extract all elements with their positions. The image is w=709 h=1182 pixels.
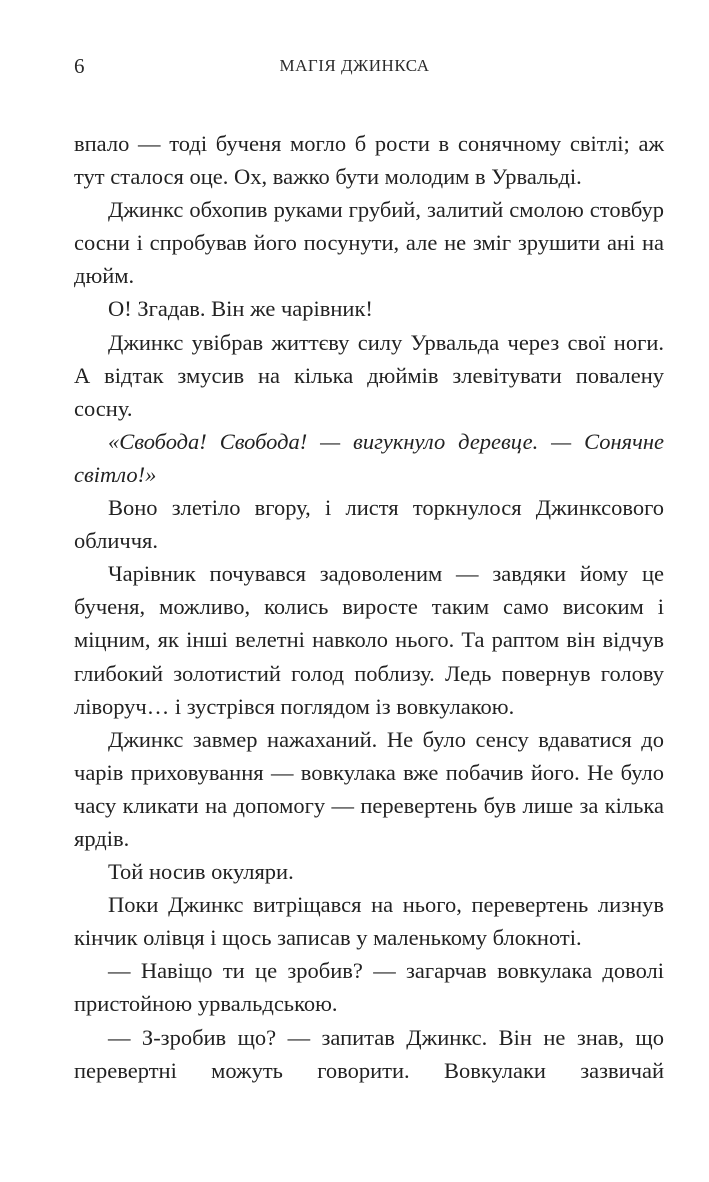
paragraph: впало — тоді бученя могло б рости в сонячному світлі; аж тут сталося оце. Ох, важко бути молодим в Урвальді.: [74, 131, 664, 190]
running-title: МАГІЯ ДЖИНКСА: [279, 56, 430, 75]
paragraph: Воно злетіло вгору, і листя торкнулося Джинксового обличчя.: [74, 495, 664, 554]
paragraph: О! Згадав. Він же чарівник!: [108, 296, 373, 322]
body-text: [74, 127, 664, 1087]
paragraph: Джинкс завмер нажаханий. Не було сенсу вдаватися до чарів приховування — вовкулака вже побачив його. Не було часу кликати на допомогу — перевертень був лише за кілька ярдів.: [74, 726, 664, 851]
italic-paragraph: «Свобода! Свобода! — вигукнуло деревце. — Сонячне світло!»: [74, 428, 664, 487]
paragraph: Джинкс обхопив руками грубий, залитий смолою стовбур сосни і спробував його посунути, але не зміг зрушити ані на дюйм.: [74, 197, 664, 289]
page-number: 6: [74, 54, 85, 78]
paragraph: Поки Джинкс витріщався на нього, перевертень лизнув кінчик олівця і щось записав у маленькому блокноті.: [74, 892, 664, 951]
paragraph: Той носив окуляри.: [108, 859, 294, 885]
dialogue-paragraph: — Навіщо ти це зробив? — загарчав вовкулака доволі пристойною урвальдською.: [74, 958, 664, 1017]
dialogue-paragraph: — З-зробив що? — запитав Джинкс. Він не знав, що перевертні можуть говорити. Вовкулаки зазвичай: [74, 1024, 664, 1083]
running-head: [74, 52, 635, 80]
paragraph: Чарівник почувався задоволеним — завдяки йому це бученя, можливо, колись виросте таким само високим і міцним, як інші велетні навколо нього. Та раптом він відчув глибокий золотистий голод поблизу. Ледь повернув голову ліворуч… і зустрівся поглядом із вовкулакою.: [74, 561, 664, 719]
paragraph: Джинкс увібрав життєву силу Урвальда через свої ноги. А відтак змусив на кілька дюймів злевітувати повалену сосну.: [74, 329, 664, 421]
